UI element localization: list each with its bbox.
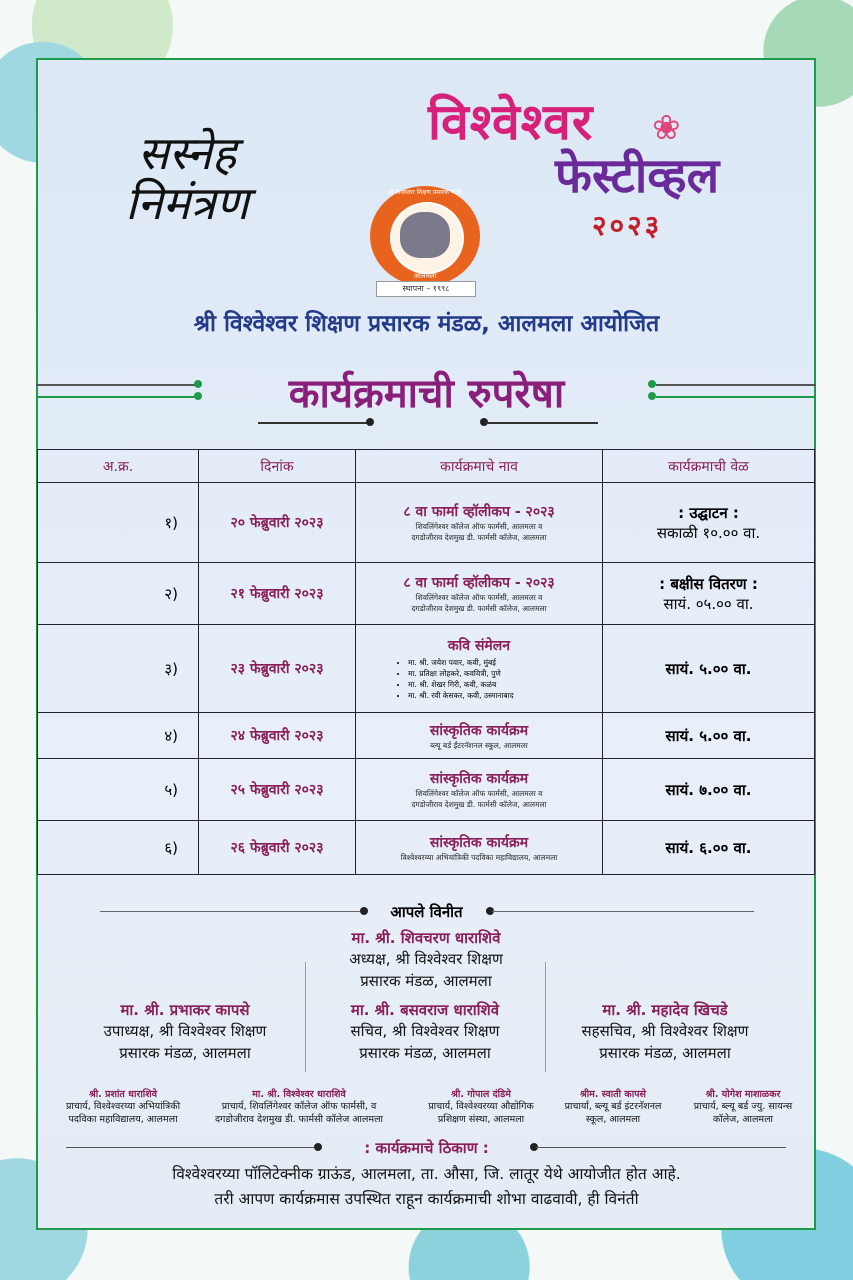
row-date: २१ फेब्रुवारी २०२३: [199, 563, 356, 625]
logo-ring-text: श्री विश्वेश्वर शिक्षण प्रसारक मंडळ: [387, 189, 463, 196]
president-name: मा. श्री. शिवचरण धाराशिवे: [351, 929, 501, 947]
program-title: सांस्कृतिक कार्यक्रम: [429, 771, 529, 787]
deity-emblem: [400, 212, 450, 258]
title-underline-left: [258, 422, 368, 424]
principal-title: प्राचार्य, ब्ल्यू बर्ड ज्यु. सायन्स: [693, 1101, 793, 1112]
principal-title: प्राचार्या, ब्ल्यू बर्ड इंटरनॅशनल: [564, 1101, 662, 1112]
row-time: सायं. ५.०० वा.: [603, 625, 815, 713]
program-venue: शिवलिंगेश्वर कॉलेज ऑफ फार्मसी, आलमला व: [415, 789, 543, 798]
program-venue: दगडोजीराव देशमुख डी. फार्मसी कॉलेज, आलमला: [411, 800, 547, 809]
program-title: कवि संमेलन: [447, 638, 511, 654]
officer-org: प्रसारक मंडळ, आलमला: [599, 1044, 731, 1062]
venue-line-2: तरी आपण कार्यक्रमास उपस्थित राहून कार्यक्रमाची शोभा वाढवावी, ही विनंती: [214, 1190, 639, 1208]
time-value: सायं. ०५.०० वा.: [663, 594, 754, 613]
row-serial: ४): [38, 713, 199, 759]
row-program: [356, 483, 603, 563]
time-label: : उद्घाटन :: [678, 503, 739, 522]
invitation-calligraphy: [92, 128, 282, 228]
principal-block: [406, 1087, 556, 1126]
logo-founded: स्थापना – १९९८: [376, 281, 476, 297]
program-venue: शिवलिंगेश्वर कॉलेज ऑफ फार्मसी, आलमला व: [415, 522, 543, 531]
row-program: [356, 563, 603, 625]
president-block: [276, 928, 576, 992]
logo-place: आलमला: [413, 272, 437, 280]
poet-item: • मा. श्री. रवी केसकर, कवी, उस्मानाबाद: [408, 690, 602, 701]
row-serial: ६): [38, 821, 199, 875]
venue-heading: : कार्यक्रमाचे ठिकाण :: [364, 1139, 489, 1157]
header-time: कार्यक्रमाची वेळ: [603, 450, 815, 483]
principal-block: [548, 1087, 678, 1126]
row-program: [356, 759, 603, 821]
officer-title: उपाध्यक्ष, श्री विश्वेश्वर शिक्षण: [103, 1022, 267, 1040]
principal-title: प्राचार्य, शिवलिंगेश्वर कॉलेज ऑफ फार्मसी, व: [221, 1101, 377, 1112]
principal-title: प्राचार्य, विश्वेश्वरय्या अभियांत्रिकी: [65, 1101, 181, 1112]
row-program: [356, 821, 603, 875]
program-title: सांस्कृतिक कार्यक्रम: [429, 834, 529, 851]
program-title: ८ वा फार्मा व्हॉलीकप - २०२३: [403, 575, 555, 591]
table-row: [38, 563, 815, 625]
officer-org: प्रसारक मंडळ, आलमला: [359, 1044, 491, 1062]
logo-ring: [370, 186, 480, 286]
program-venue: ब्ल्यू बर्ड ईंटरनॅशनल स्कूल, आलमला: [430, 740, 528, 750]
officer-block: [70, 1000, 300, 1064]
header-date: दिनांक: [199, 450, 356, 483]
row-time: सायं. ७.०० वा.: [603, 759, 815, 821]
officer-org: प्रसारक मंडळ, आलमला: [119, 1044, 251, 1062]
poet-item: • मा. श्री. जयेश पवार, कवी, मुंबई: [408, 657, 602, 668]
principal-org: स्कूल, आलमला: [585, 1114, 641, 1125]
row-date: २५ फेब्रुवारी २०२३: [199, 759, 356, 821]
officer-name: मा. श्री. बसवराज धाराशिवे: [350, 1001, 500, 1019]
row-date: २४ फेब्रुवारी २०२३: [199, 713, 356, 759]
venue-line-1: विश्वेश्वरय्या पॉलिटेक्नीक ग्राऊंड, आलमला, ता. औसा, जि. लातूर येथे आयोजीत होत आहे.: [172, 1165, 681, 1183]
schedule-title: कार्यक्रमाची रुपरेषा: [288, 371, 565, 417]
row-program: [356, 625, 603, 713]
festival-title-line2: फेस्टीव्हल: [555, 148, 720, 204]
festival-year: २०२३: [592, 209, 663, 242]
poet-item: • मा. प्रतिक्षा लोहकरे, कवयित्री, पुणे: [408, 668, 602, 679]
table-row: [38, 759, 815, 821]
program-venue: दगडोजीराव देशमुख डी. फार्मसी कॉलेज, आलमला: [411, 533, 547, 542]
principal-name: श्री. गोपाल दंडिमे: [451, 1089, 511, 1100]
officer-name: मा. श्री. प्रभाकर कापसे: [120, 1001, 250, 1019]
program-venue: शिवलिंगेश्वर कॉलेज ऑफ फार्मसी, आलमला व: [415, 593, 543, 602]
principal-block: [676, 1087, 810, 1126]
underline-dot: [366, 418, 374, 426]
principal-name: श्री. योगेश माशाळकर: [705, 1089, 781, 1100]
principal-title: प्राचार्य, विश्वेश्वरय्या औद्योगिक: [428, 1101, 534, 1112]
column-divider: [545, 962, 546, 1072]
invite-line-1: सस्नेह: [137, 126, 237, 180]
officer-title: सहसचिव, श्री विश्वेश्वर शिक्षण: [581, 1022, 749, 1040]
program-title: सांस्कृतिक कार्यक्रम: [429, 722, 529, 739]
column-divider: [305, 962, 306, 1072]
venue-text: [0, 1162, 853, 1212]
poet-list: [356, 657, 602, 701]
principal-block: [48, 1087, 198, 1126]
principal-org: कॉलेज, आलमला: [712, 1114, 774, 1125]
signatories-heading: आपले विनीत: [390, 903, 463, 921]
row-serial: ३): [38, 625, 199, 713]
header-program: कार्यक्रमाचे नाव: [356, 450, 603, 483]
president-org: प्रसारक मंडळ, आलमला: [360, 972, 492, 990]
poet-item: • मा. श्री. शेखर गिरी, कवी, कळंब: [408, 679, 602, 690]
festival-title-line1: विश्वेश्वर: [428, 93, 594, 151]
program-title: ८ वा फार्मा व्हॉलीकप - २०२३: [403, 504, 555, 520]
row-program: [356, 713, 603, 759]
officer-title: सचिव, श्री विश्वेश्वर शिक्षण: [350, 1022, 500, 1040]
principal-org: पदविका महाविद्यालय, आलमला: [68, 1114, 178, 1125]
row-date: २० फेब्रुवारी २०२३: [199, 483, 356, 563]
time-label: : बक्षीस वितरण :: [659, 574, 758, 593]
row-time: [603, 483, 815, 563]
row-date: २६ फेब्रुवारी २०२३: [199, 821, 356, 875]
table-header-row: [38, 450, 815, 483]
principal-name: मा. श्री. विश्वेश्वर धाराशिवे: [252, 1089, 346, 1100]
header-serial: अ.क्र.: [38, 450, 199, 483]
row-serial: १): [38, 483, 199, 563]
president-title: अध्यक्ष, श्री विश्वेश्वर शिक्षण: [349, 950, 503, 968]
principal-name: श्री. प्रशांत धाराशिवे: [88, 1089, 157, 1100]
organizer-line: श्री विश्वेश्वर शिक्षण प्रसारक मंडळ, आलमला आयोजित: [193, 311, 660, 337]
organization-logo: [370, 186, 480, 296]
principal-org: प्रशिक्षण संस्था, आलमला: [437, 1114, 525, 1125]
row-date: २३ फेब्रुवारी २०२३: [199, 625, 356, 713]
officer-name: मा. श्री. महादेव खिचडे: [602, 1001, 728, 1019]
title-underline-right: [486, 422, 598, 424]
principal-name: श्रीम. स्वाती कापसे: [580, 1089, 646, 1100]
lotus-icon: ❀: [652, 108, 681, 148]
table-row: [38, 625, 815, 713]
program-venue: विश्वेश्वरय्या अभियांत्रिकी पदविका महाविद्यालय, आलमला: [400, 852, 558, 862]
principal-block: [196, 1087, 402, 1126]
row-time: सायं. ५.०० वा.: [603, 713, 815, 759]
program-venue: दगडोजीराव देशमुख डी. फार्मसी कॉलेज, आलमला: [411, 604, 547, 613]
row-serial: २): [38, 563, 199, 625]
schedule-table: [37, 449, 815, 875]
row-time: [603, 563, 815, 625]
invite-line-2: निमंत्रण: [125, 176, 249, 230]
officer-block: [550, 1000, 780, 1064]
row-time: सायं. ६.०० वा.: [603, 821, 815, 875]
principal-org: दगडोजीराव देशमुख डी. फार्मसी कॉलेज आलमला: [214, 1114, 384, 1125]
table-row: [38, 483, 815, 563]
table-row: [38, 713, 815, 759]
row-serial: ५): [38, 759, 199, 821]
officer-block: [310, 1000, 540, 1064]
time-value: सकाळी १०.०० वा.: [656, 523, 761, 542]
table-row: [38, 821, 815, 875]
